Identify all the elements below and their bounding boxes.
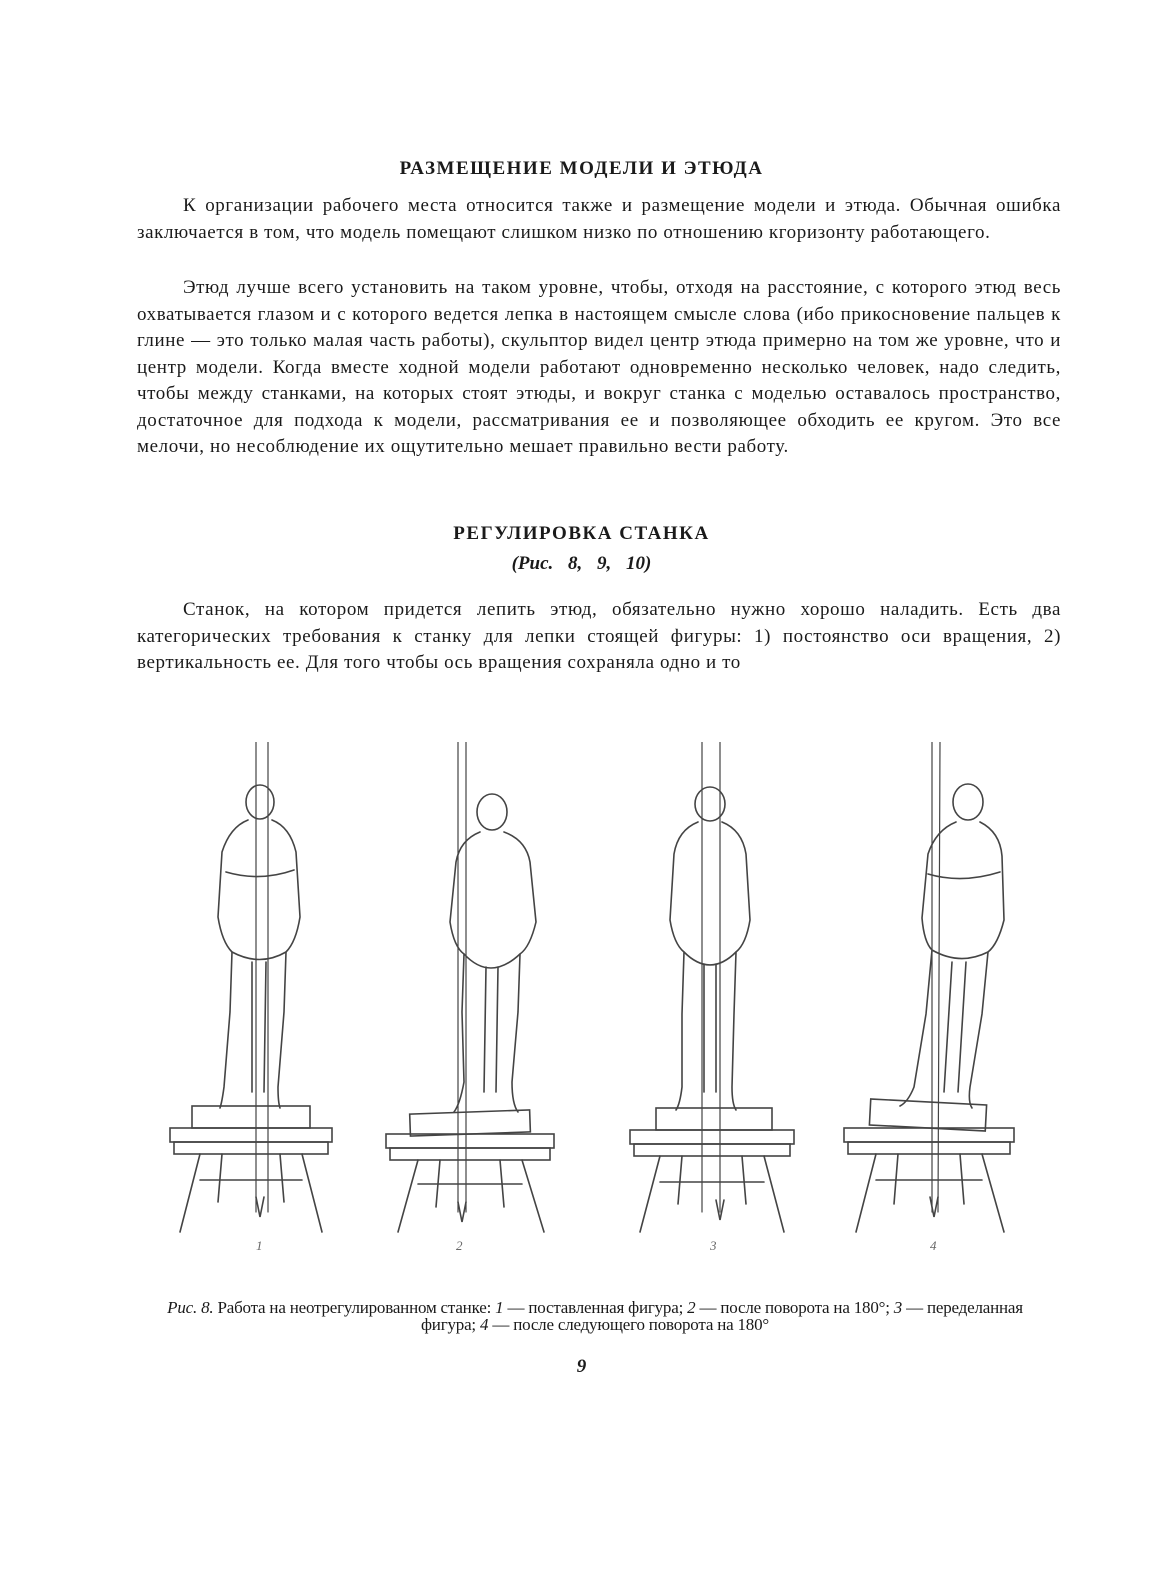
section-title-stand-adjustment: РЕГУЛИРОВКА СТАНКА — [453, 523, 710, 544]
caption-text: — переделанная фигура; — [420, 1298, 1023, 1334]
caption-text: — поставленная фигура; — [503, 1298, 688, 1317]
figure-label-4: 4 — [930, 1238, 937, 1253]
stand-figure-1 — [170, 742, 332, 1232]
paragraph: Этюд лучше всего установить на таком уровне, чтобы, отходя на расстояние, с которого этюд весь охватывается глазом и с которого ведется лепка в настоящем смысле слова (ибо прикосновение пальцев к глине — это только малая часть работы), скульптор видел центр этюда примерно на том же уровне, что и центр модели. Когда вместе ходной модели работают одновременно несколько человек, надо следить, чтобы между станками, на которых стоят этюды, и вокруг станка с моделью оставалось пространство, достаточное для подхода к модели, рассматривания ее и позволяющее обходить ее кругом. Это все мелочи, но несоблюдение их ощутительно мешает правильно вести работу. — [137, 277, 1061, 457]
figure-caption — [150, 1299, 1040, 1333]
page-number: 9 — [576, 1356, 587, 1377]
caption-prefix: Рис. 8. — [167, 1298, 214, 1317]
figure-reference: (Рис. 8, 9, 10) — [511, 553, 652, 574]
paragraph: К организации рабочего места относится также и размещение модели и этюда. Обычная ошибка заключается в том, что модель помещают слишком низко по отношению кгоризонту работающего. — [137, 195, 1061, 243]
figure-label-3: 3 — [710, 1238, 717, 1253]
caption-text: — после следующего поворота на 180° — [488, 1315, 770, 1334]
stand-figure-4 — [844, 742, 1014, 1232]
section-title-placement: РАЗМЕЩЕНИЕ МОДЕЛИ И ЭТЮДА — [399, 158, 764, 179]
figure-label-2: 2 — [456, 1238, 463, 1253]
caption-text: — после поворота на 180°; — [695, 1298, 894, 1317]
figure-8 — [160, 742, 1020, 1272]
figure-illustration — [160, 742, 1020, 1272]
caption-num: 2 — [687, 1298, 696, 1317]
paragraph: Станок, на котором придется лепить этюд, обязательно нужно хорошо наладить. Есть два категорических требования к станку для лепки стоящей фигуры: 1) постоянство оси вращения, 2) вертикальность ее. Для того чтобы ось вращения сохраняла одно и то — [137, 599, 1061, 673]
caption-num: 4 — [480, 1315, 489, 1334]
figure-label-1: 1 — [256, 1238, 263, 1253]
caption-num: 1 — [495, 1298, 504, 1317]
stand-figure-2 — [386, 742, 554, 1232]
caption-num: 3 — [893, 1298, 903, 1317]
stand-figure-3 — [630, 742, 794, 1232]
caption-text: Работа на неотрегулированном станке: — [213, 1298, 496, 1317]
